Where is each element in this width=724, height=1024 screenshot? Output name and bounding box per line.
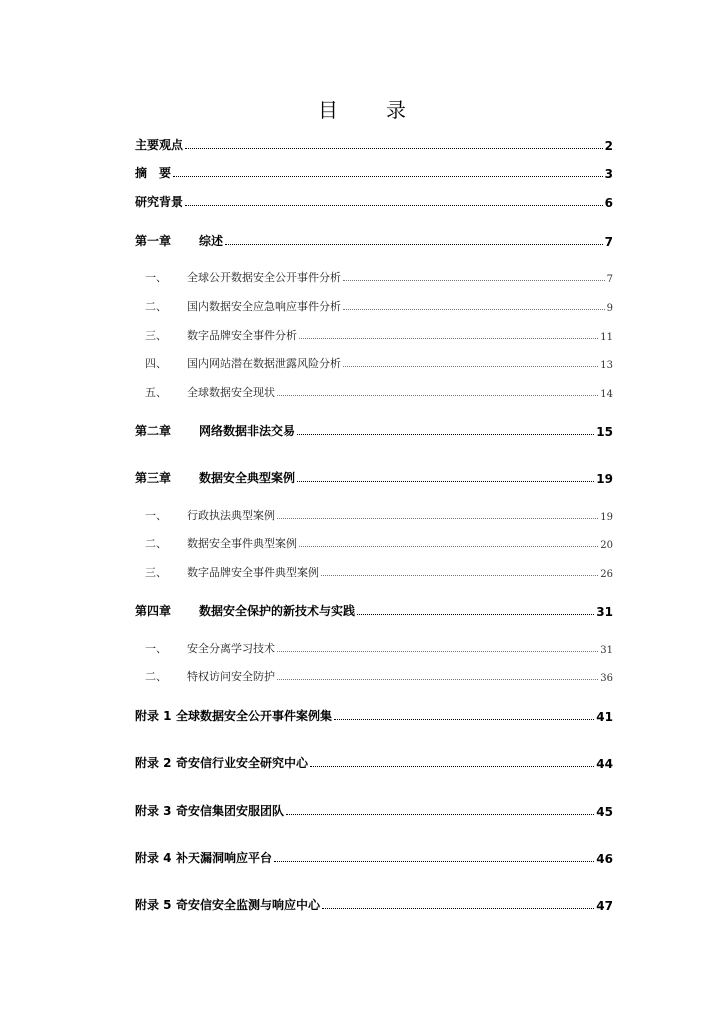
dot-leader xyxy=(310,766,594,767)
section-title: 数据安全事件典型案例 xyxy=(187,537,297,550)
section-number: 三、 xyxy=(145,329,167,342)
chapter-title: 综述 xyxy=(199,234,224,248)
toc-page-number: 45 xyxy=(596,805,613,819)
dot-leader xyxy=(277,651,598,652)
toc-section[interactable] xyxy=(145,668,613,684)
dot-leader xyxy=(173,176,603,177)
toc-entry-background[interactable] xyxy=(135,193,613,210)
chapter-number: 第一章 xyxy=(135,234,172,248)
chapter-title: 数据安全保护的新技术与实践 xyxy=(199,604,356,618)
toc-appendix-4[interactable] xyxy=(135,849,613,866)
chapter-title: 网络数据非法交易 xyxy=(199,424,296,438)
toc-page-number: 46 xyxy=(596,852,613,866)
appendix-number: 附录 5 xyxy=(135,898,172,912)
dot-leader xyxy=(225,244,603,245)
dot-leader xyxy=(299,546,598,547)
dot-leader xyxy=(277,395,598,396)
section-title: 国内数据安全应急响应事件分析 xyxy=(187,300,341,313)
section-number: 二、 xyxy=(145,300,167,313)
toc-page-number: 41 xyxy=(596,710,613,724)
toc-appendix-1[interactable] xyxy=(135,707,613,724)
toc-entry-label: 主要观点 xyxy=(135,138,184,152)
toc-chapter-2[interactable] xyxy=(135,422,613,439)
section-number: 五、 xyxy=(145,386,167,399)
toc-page-number: 11 xyxy=(600,332,613,343)
toc-page-number: 3 xyxy=(604,167,613,181)
dot-leader xyxy=(297,434,594,435)
chapter-number: 第三章 xyxy=(135,471,172,485)
dot-leader xyxy=(277,518,598,519)
toc-page-number: 9 xyxy=(606,303,613,314)
toc-page-number: 15 xyxy=(596,425,613,439)
toc-section[interactable] xyxy=(145,564,613,580)
section-title: 特权访问安全防护 xyxy=(187,670,275,683)
dot-leader xyxy=(185,148,603,149)
toc-entry-label: 研究背景 xyxy=(135,195,184,209)
chapter-number: 第二章 xyxy=(135,424,172,438)
section-number: 一、 xyxy=(145,271,167,284)
toc-section[interactable] xyxy=(145,269,613,285)
dot-leader xyxy=(343,366,598,367)
toc-page-number: 47 xyxy=(596,899,613,913)
dot-leader xyxy=(343,309,605,310)
appendix-title: 全球数据安全公开事件案例集 xyxy=(176,709,333,723)
appendix-number: 附录 4 xyxy=(135,851,172,865)
section-title: 行政执法典型案例 xyxy=(187,509,275,522)
toc-page-number: 19 xyxy=(596,472,613,486)
section-number: 一、 xyxy=(145,509,167,522)
toc-entry-main-points[interactable] xyxy=(135,136,613,153)
section-title: 安全分离学习技术 xyxy=(187,642,275,655)
dot-leader xyxy=(299,338,598,339)
dot-leader xyxy=(297,481,594,482)
appendix-title: 补天漏洞响应平台 xyxy=(176,851,273,865)
section-title: 全球数据安全现状 xyxy=(187,386,275,399)
appendix-title: 奇安信集团安服团队 xyxy=(176,804,285,818)
dot-leader xyxy=(277,679,598,680)
toc-section[interactable] xyxy=(145,327,613,343)
toc-appendix-5[interactable] xyxy=(135,896,613,913)
section-title: 全球公开数据安全公开事件分析 xyxy=(187,271,341,284)
appendix-title: 奇安信行业安全研究中心 xyxy=(176,756,309,770)
toc-appendix-2[interactable] xyxy=(135,754,613,771)
chapter-number: 第四章 xyxy=(135,604,172,618)
appendix-number: 附录 2 xyxy=(135,756,172,770)
toc-page-number: 14 xyxy=(600,389,613,400)
toc-page-number: 6 xyxy=(604,196,613,210)
toc-page-number: 13 xyxy=(600,360,613,371)
section-title: 国内网站潜在数据泄露风险分析 xyxy=(187,357,341,370)
dot-leader xyxy=(334,719,594,720)
dot-leader xyxy=(343,280,605,281)
toc-page-number: 31 xyxy=(596,605,613,619)
dot-leader xyxy=(321,575,598,576)
toc-page-number: 19 xyxy=(600,512,613,523)
toc-appendix-3[interactable] xyxy=(135,802,613,819)
toc-section[interactable] xyxy=(145,640,613,656)
appendix-number: 附录 1 xyxy=(135,709,172,723)
toc-entry-label: 摘 要 xyxy=(135,166,172,180)
toc-page-number: 20 xyxy=(600,540,613,551)
toc-page-number: 31 xyxy=(600,645,613,656)
section-number: 四、 xyxy=(145,357,167,370)
toc-page-number: 2 xyxy=(604,139,613,153)
toc-page-number: 7 xyxy=(604,235,613,249)
dot-leader xyxy=(185,205,603,206)
dot-leader xyxy=(286,814,594,815)
toc-chapter-1[interactable] xyxy=(135,232,613,249)
section-title: 数字品牌安全事件分析 xyxy=(187,329,297,342)
dot-leader xyxy=(357,614,594,615)
toc-entry-abstract[interactable] xyxy=(135,164,613,181)
toc-chapter-3[interactable] xyxy=(135,469,613,486)
dot-leader xyxy=(274,861,594,862)
toc-section[interactable] xyxy=(145,355,613,371)
toc-page-number: 44 xyxy=(596,757,613,771)
toc-section[interactable] xyxy=(145,507,613,523)
chapter-title: 数据安全典型案例 xyxy=(199,471,296,485)
toc-section[interactable] xyxy=(145,535,613,551)
page-title: 目 录 xyxy=(318,98,420,122)
section-number: 二、 xyxy=(145,670,167,683)
section-number: 一、 xyxy=(145,642,167,655)
section-number: 三、 xyxy=(145,566,167,579)
toc-page-number: 36 xyxy=(600,673,613,684)
appendix-number: 附录 3 xyxy=(135,804,172,818)
toc-page-number: 26 xyxy=(600,569,613,580)
dot-leader xyxy=(322,908,594,909)
toc-section[interactable] xyxy=(145,384,613,400)
toc-chapter-4[interactable] xyxy=(135,602,613,619)
section-title: 数字品牌安全事件典型案例 xyxy=(187,566,319,579)
toc-section[interactable] xyxy=(145,298,613,314)
section-number: 二、 xyxy=(145,537,167,550)
appendix-title: 奇安信安全监测与响应中心 xyxy=(176,898,321,912)
toc-page-number: 7 xyxy=(606,274,613,285)
